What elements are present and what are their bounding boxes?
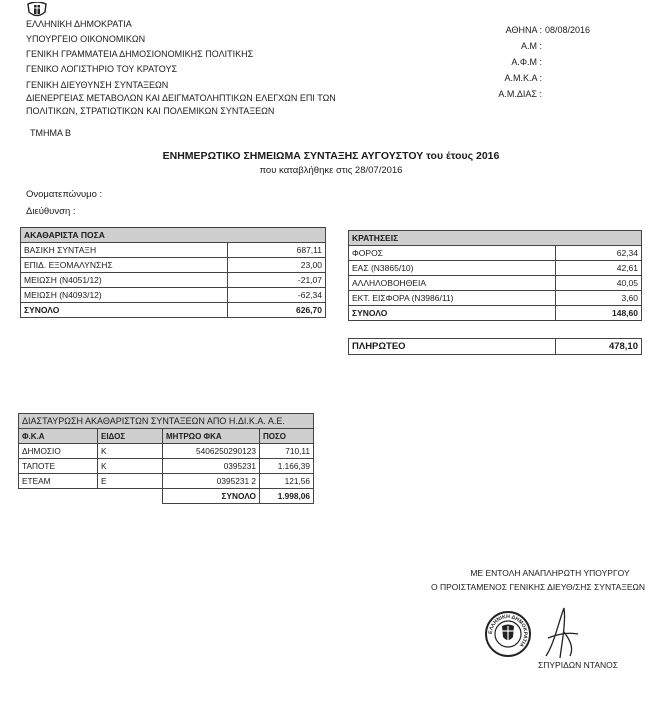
greek-emblem-icon <box>26 2 48 18</box>
column-header: Φ.Κ.Α <box>19 429 98 444</box>
total-label: ΣΥΝΟΛΟ <box>21 303 228 318</box>
header-line: ΓΕΝΙΚΟ ΛΟΓΙΣΤΗΡΙΟ ΤΟΥ ΚΡΑΤΟΥΣ <box>26 64 178 74</box>
amount-cell: 710,11 <box>260 444 314 459</box>
fka-cell: ΕΤΕΑΜ <box>19 474 98 489</box>
table-row <box>349 291 642 306</box>
signature-line-2: Ο ΠΡΟΙΣΤΑΜΕΝΟΣ ΓΕΝΙΚΗΣ ΔΙΕΥΘ/ΣΗΣ ΣΥΝΤΑΞΕΩΝ <box>430 582 646 592</box>
row-label: ΕΚΤ. ΕΙΣΦΟΡΑ (Ν3986/11) <box>349 291 556 306</box>
row-value: 687,11 <box>228 243 326 258</box>
empty-cell <box>19 489 98 504</box>
payable-value: 478,10 <box>556 339 642 355</box>
table-row <box>349 276 642 291</box>
row-value: -62,34 <box>228 288 326 303</box>
breakdown-caption: ΔΙΑΣΤΑΥΡΩΣΗ ΑΚΑΘΑΡΙΣΤΩΝ ΣΥΝΤΑΞΕΩΝ ΑΠΟ Η.ΔΙ.Κ.Α. Α.Ε. <box>19 414 314 429</box>
registry-cell: 0395231 2 <box>163 474 260 489</box>
deductions-table <box>348 230 642 321</box>
table-row <box>19 459 314 474</box>
total-value: 148,60 <box>556 306 642 321</box>
registry-cell: 0395231 <box>163 459 260 474</box>
type-cell: Ε <box>98 474 163 489</box>
total-row <box>19 489 314 504</box>
fka-cell: ΔΗΜΟΣΙΟ <box>19 444 98 459</box>
am-label: Α.Μ : <box>520 41 542 51</box>
table-row <box>19 474 314 489</box>
header-line: ΔΙΕΝΕΡΓΕΙΑΣ ΜΕΤΑΒΟΛΩΝ ΚΑΙ ΔΕΙΓΜΑΤΟΛΗΠΤΙΚΩΝ ΕΛΕΓΧΩΝ ΕΠΙ ΤΩΝ <box>26 93 336 103</box>
row-value: 3,60 <box>556 291 642 306</box>
total-label: ΣΥΝΟΛΟ <box>349 306 556 321</box>
fka-cell: ΤΑΠΟΤΕ <box>19 459 98 474</box>
header-line: ΥΠΟΥΡΓΕΙΟ ΟΙΚΟΝΟΜΙΚΩΝ <box>26 34 146 44</box>
payable-label: ΠΛΗΡΩΤΕΟ <box>349 339 556 355</box>
type-cell: Κ <box>98 459 163 474</box>
table-row <box>21 258 326 273</box>
row-value: -21,07 <box>228 273 326 288</box>
row-label: ΒΑΣΙΚΗ ΣΥΝΤΑΞΗ <box>21 243 228 258</box>
table-row <box>19 444 314 459</box>
total-value: 1.998,06 <box>260 489 314 504</box>
page-title: ΕΝΗΜΕΡΩΤΙΚΟ ΣΗΜΕΙΩΜΑ ΣΥΝΤΑΞΗΣ ΑΥΓΟΥΣΤΟΥ του έτους 2016 <box>162 150 500 162</box>
total-label: ΣΥΝΟΛΟ <box>163 489 260 504</box>
header-block <box>26 18 336 118</box>
gross-amounts-table <box>20 227 326 318</box>
table-row <box>349 246 642 261</box>
empty-cell <box>98 489 163 504</box>
department-label: ΤΜΗΜΑ Β <box>30 128 72 138</box>
row-label: ΕΠΙΔ. ΕΞΟΜΑΛΥΝΣΗΣ <box>21 258 228 273</box>
total-value: 626,70 <box>228 303 326 318</box>
column-header: ΠΟΣΟ <box>260 429 314 444</box>
table-row <box>21 273 326 288</box>
header-line: ΓΕΝΙΚΗ ΔΙΕΥΘΥΝΣΗ ΣΥΝΤΑΞΕΩΝ <box>26 80 169 90</box>
amka-label: Α.Μ.Κ.Α : <box>504 73 542 83</box>
header-line: ΠΟΛΙΤΙΚΩΝ, ΣΤΡΑΤΙΩΤΙΚΩΝ ΚΑΙ ΠΟΛΕΜΙΚΩΝ ΣΥΝΤΑΞΕΩΝ <box>26 106 275 116</box>
row-label: ΜΕΙΩΣΗ (Ν4093/12) <box>21 288 228 303</box>
table-row <box>349 261 642 276</box>
gross-heading: ΑΚΑΘΑΡΙΣΤΑ ΠΟΣΑ <box>21 228 326 243</box>
row-value: 62,34 <box>556 246 642 261</box>
official-seal-icon <box>484 610 532 658</box>
place-label: ΑΘΗΝΑ : <box>505 25 542 35</box>
signature-scribble-icon <box>540 604 584 662</box>
row-value: 40,05 <box>556 276 642 291</box>
type-cell: Κ <box>98 444 163 459</box>
header-line: ΕΛΛΗΝΙΚΗ ΔΗΜΟΚΡΑΤΙΑ <box>26 19 132 29</box>
seal-text: ΕΛΛΗΝΙΚΗ ΔΗΜΟΚΡΑΤΙΑ <box>487 613 529 648</box>
column-header: ΜΗΤΡΩΟ ΦΚΑ <box>163 429 260 444</box>
name-label: Ονοματεπώνυμο : <box>26 189 103 200</box>
address-label: Διεύθυνση : <box>26 206 76 217</box>
document-date: 08/08/2016 <box>545 25 591 35</box>
row-label: ΜΕΙΩΣΗ (Ν4051/12) <box>21 273 228 288</box>
table-row <box>21 288 326 303</box>
signature-line-1: ΜΕ ΕΝΤΟΛΗ ΑΝΑΠΛΗΡΩΤΗ ΥΠΟΥΡΓΟΥ <box>470 568 630 578</box>
row-label: ΕΑΣ (Ν3865/10) <box>349 261 556 276</box>
breakdown-table <box>18 413 314 504</box>
row-label: ΦΟΡΟΣ <box>349 246 556 261</box>
afm-label: Α.Φ.Μ : <box>511 57 542 67</box>
total-row <box>349 306 642 321</box>
amount-cell: 1.166,39 <box>260 459 314 474</box>
page-subtitle: που καταβλήθηκε στις 28/07/2016 <box>259 165 403 176</box>
row-value: 23,00 <box>228 258 326 273</box>
signatory-name: ΣΠΥΡΙΔΩΝ ΝΤΑΝΟΣ <box>538 660 618 670</box>
table-row <box>21 243 326 258</box>
column-header: ΕΙΔΟΣ <box>98 429 163 444</box>
registry-cell: 5406250290123 <box>163 444 260 459</box>
amdias-label: Α.Μ.ΔΙΑΣ : <box>498 89 542 99</box>
total-row <box>21 303 326 318</box>
amount-cell: 121,56 <box>260 474 314 489</box>
header-line: ΓΕΝΙΚΗ ΓΡΑΜΜΑΤΕΙΑ ΔΗΜΟΣΙΟΝΟΜΙΚΗΣ ΠΟΛΙΤΙΚΗΣ <box>26 49 254 59</box>
row-value: 42,61 <box>556 261 642 276</box>
right-header-labels <box>480 23 542 102</box>
deductions-heading: ΚΡΑΤΗΣΕΙΣ <box>349 231 642 246</box>
payable-box <box>348 338 642 355</box>
row-label: ΑΛΛΗΛΟΒΟΗΘΕΙΑ <box>349 276 556 291</box>
